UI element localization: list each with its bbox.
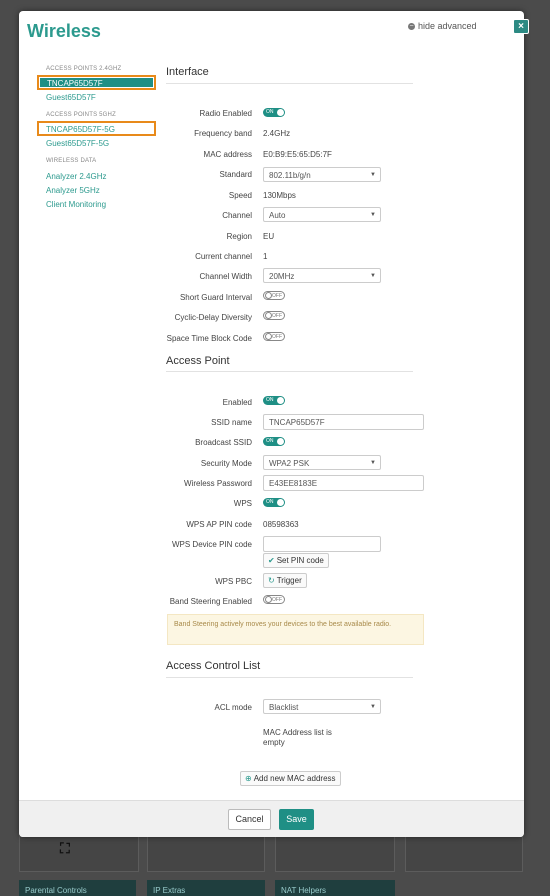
toggle-state: ON [266,499,274,505]
frequency-band-label: Frequency band [194,129,252,138]
band-steering-toggle[interactable] [263,595,285,604]
security-mode-label: Security Mode [200,459,252,468]
short-guard-interval-label: Short Guard Interval [179,293,252,302]
caret-down-icon: ▼ [370,460,376,466]
toggle-state: ON [266,109,274,115]
space-time-block-code-toggle[interactable] [263,332,285,341]
cancel-button[interactable]: Cancel [228,809,271,830]
toggle-state: OFF [272,334,282,340]
sidebar-item-tncap-5g[interactable]: TNCAP65D57F-5G [37,121,156,136]
sidebar-item-client-monitoring[interactable]: Client Monitoring [46,200,107,209]
security-mode-select[interactable] [263,455,381,470]
caret-down-icon: ▼ [370,212,376,218]
channel-width-selected: 20MHz [269,272,295,281]
wps-device-pin-input[interactable] [263,536,381,552]
standard-selected: 802.11b/g/n [269,171,311,180]
region-value: EU [263,232,275,241]
sidebar-item-label: TNCAP65D57F [40,78,153,87]
section-title-acl: Access Control List [166,660,261,672]
acl-mode-selected: Blacklist [269,703,299,712]
sidebar-item-analyzer-5[interactable]: Analyzer 5GHz [46,186,100,195]
mac-address-label: MAC address [203,150,252,159]
wps-toggle[interactable] [263,498,285,507]
toggle-knob [277,397,284,404]
wireless-password-input[interactable]: E43EE8183E [263,475,424,491]
standard-select[interactable] [263,167,381,182]
section-title-interface: Interface [166,66,209,78]
toggle-state: ON [266,397,274,403]
space-time-block-code-label: Space Time Block Code [166,334,252,343]
standard-label: Standard [219,170,252,179]
background-tile-ip-extras[interactable]: IP Extras [147,880,265,896]
caret-down-icon: ▼ [370,704,376,710]
channel-label: Channel [222,211,252,220]
channel-width-label: Channel Width [199,272,252,281]
refresh-icon: ↻ [268,576,275,585]
background-card [405,836,523,872]
background-card [147,836,265,872]
wireless-password-label: Wireless Password [183,479,252,488]
background-tile-nat[interactable]: NAT Helpers [275,880,395,896]
close-icon: × [518,21,524,32]
divider [166,677,413,678]
background-card [275,836,395,872]
sidebar-item-guest-24[interactable]: Guest65D57F [46,93,96,102]
set-pin-code-button[interactable] [263,553,329,568]
set-pin-code-label: Set PIN code [276,556,324,565]
hide-advanced-label: hide advanced [418,21,477,31]
channel-selected: Auto [269,211,286,220]
trigger-button[interactable] [263,573,307,588]
ap-enabled-label: Enabled [222,398,252,407]
cyclic-delay-diversity-label: Cyclic-Delay Diversity [174,313,252,322]
hide-advanced-link[interactable] [408,21,477,31]
toggle-state: OFF [272,293,282,299]
minus-circle-icon: − [409,22,414,30]
wps-ap-pin-label: WPS AP PIN code [186,520,252,529]
caret-down-icon: ▼ [370,172,376,178]
network-icon: ⛶ [60,840,70,856]
band-steering-notice: Band Steering actively moves your devices to the best available radio. [167,614,424,645]
wps-label: WPS [233,499,252,508]
mac-address-value: E0:B9:E5:65:D5:7F [263,150,332,159]
background-tile-parental[interactable]: Parental Controls [19,880,136,896]
toggle-state: ON [266,438,274,444]
add-mac-address-button[interactable] [240,771,341,786]
background-card [19,836,139,872]
wps-device-pin-label: WPS Device PIN code [171,540,252,549]
ap-enabled-toggle[interactable] [263,396,285,405]
wps-pbc-label: WPS PBC [215,577,252,586]
divider [166,83,413,84]
toggle-state: OFF [272,313,282,319]
ssid-name-input[interactable]: TNCAP65D57F [263,414,424,430]
save-button[interactable]: Save [279,809,314,830]
speed-value: 130Mbps [263,191,296,200]
sidebar-item-analyzer-24[interactable]: Analyzer 2.4GHz [46,172,107,181]
broadcast-ssid-label: Broadcast SSID [195,438,252,447]
toggle-knob [265,333,272,340]
sidebar-heading-data: WIRELESS DATA [46,158,97,164]
current-channel-value: 1 [263,252,268,261]
divider [166,371,413,372]
ssid-name-label: SSID name [211,418,252,427]
short-guard-interval-toggle[interactable] [263,291,285,300]
toggle-state: OFF [272,597,282,603]
broadcast-ssid-toggle[interactable] [263,437,285,446]
toggle-knob [265,312,272,319]
section-title-access-point: Access Point [166,355,230,367]
toggle-knob [265,292,272,299]
channel-width-select[interactable] [263,268,381,283]
current-channel-label: Current channel [195,252,252,261]
security-mode-selected: WPA2 PSK [269,459,310,468]
close-button[interactable] [513,19,529,34]
caret-down-icon: ▼ [370,273,376,279]
band-steering-label: Band Steering Enabled [169,597,252,606]
toggle-knob [277,499,284,506]
region-label: Region [226,232,252,241]
mac-list-empty-text: MAC Address list is empty [263,728,332,747]
frequency-band-value: 2.4GHz [263,129,291,138]
acl-mode-label: ACL mode [214,703,252,712]
check-circle-icon: ✔ [268,556,275,565]
wps-ap-pin-value: 08598363 [263,520,299,529]
dialog-footer [19,800,524,837]
sidebar-heading-24: ACCESS POINTS 2.4GHZ [46,66,122,72]
cyclic-delay-diversity-toggle[interactable] [263,311,285,320]
add-mac-address-label: Add new MAC address [253,774,336,783]
speed-label: Speed [228,191,252,200]
channel-select[interactable] [263,207,381,222]
radio-enabled-toggle[interactable] [263,108,285,117]
radio-enabled-label: Radio Enabled [199,109,252,118]
sidebar-heading-5: ACCESS POINTS 5GHZ [46,112,116,118]
toggle-knob [277,438,284,445]
sidebar-item-tncap-24[interactable] [37,75,156,90]
toggle-knob [277,109,284,116]
trigger-label: Trigger [276,576,302,585]
dialog-title: Wireless [27,21,101,41]
plus-circle-icon: ⊕ [245,774,252,783]
sidebar-item-guest-5g[interactable]: Guest65D57F-5G [46,139,110,148]
acl-mode-select[interactable] [263,699,381,714]
toggle-knob [265,596,272,603]
